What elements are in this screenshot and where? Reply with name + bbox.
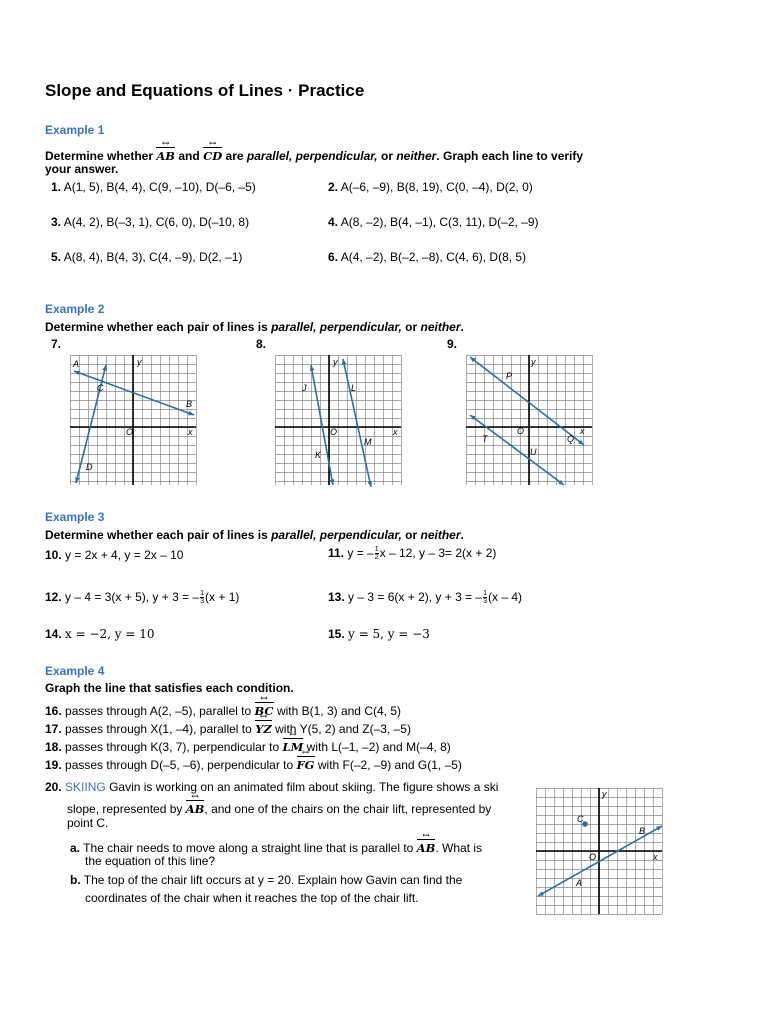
- segment-fg: FG ↔: [297, 754, 315, 772]
- label-x: x: [580, 426, 585, 436]
- label-o: O: [589, 852, 597, 862]
- problem-15: 15. y = 5, y = −3: [328, 627, 430, 641]
- problem-20-line3: point C.: [67, 816, 109, 830]
- label-p: P: [506, 371, 513, 381]
- arrowhead: [74, 371, 80, 375]
- graph-problem-8: [275, 355, 405, 490]
- problem-20a-line2: the equation of this line?: [85, 854, 216, 868]
- problem-20-line2: slope, represented by AB ↔, and one of the chairs on the chair lift, represented by: [67, 798, 491, 816]
- label-k: K: [315, 450, 322, 460]
- page-title: Slope and Equations of Lines · Practice: [45, 81, 365, 100]
- label-l: L: [351, 383, 357, 393]
- segment-yz: YZ ↔: [255, 718, 272, 736]
- instr-are: are: [225, 149, 244, 163]
- example-3-heading: Example 3: [45, 510, 105, 524]
- label-b: B: [186, 399, 193, 409]
- example-4-instructions: Graph the line that satisfies each condition.: [45, 681, 294, 695]
- problem-19: 19. passes through D(–5, –6), perpendicular to FG ↔ with F(–2, –9) and G(1, –5): [45, 754, 462, 772]
- fraction: $\frac{1}{3}$: [483, 590, 488, 606]
- label-u: U: [530, 447, 537, 457]
- example-3-instructions: Determine whether each pair of lines is parallel, perpendicular, or neither.: [45, 528, 464, 542]
- label-x: x: [393, 427, 398, 437]
- example-1-instructions-cont: your answer.: [45, 162, 119, 176]
- problem-10: 10. y = 2x + 4, y = 2x – 10: [45, 548, 184, 562]
- problem-1: 1. A(1, 5), B(4, 4), C(9, –10), D(–6, –5): [51, 180, 256, 194]
- label-q: Q: [567, 434, 575, 444]
- line-ab: [74, 371, 194, 415]
- label-m: M: [364, 437, 372, 447]
- problem-14: 14. x = −2, y = 10: [45, 627, 155, 641]
- example-2-instructions: Determine whether each pair of lines is parallel, perpendicular, or neither.: [45, 320, 464, 334]
- label-o: O: [126, 427, 134, 437]
- line-ab: [538, 826, 662, 896]
- label-y: y: [137, 357, 142, 367]
- example-4-heading: Example 4: [45, 664, 105, 678]
- graph-problem-20: [536, 788, 666, 918]
- problem-3: 3. A(4, 2), B(–3, 1), C(6, 0), D(–10, 8): [51, 215, 250, 229]
- instr-and: and: [178, 149, 200, 163]
- label-x: x: [653, 852, 658, 862]
- fraction: $\frac{1}{2}$: [374, 546, 379, 562]
- problem-20b-line2: coordinates of the chair when it reaches the top of the chair lift.: [85, 891, 419, 905]
- example-2-heading: Example 2: [45, 302, 105, 316]
- segment-ab: AB ↔: [417, 837, 436, 855]
- instr-verify: . Graph each line to verify: [436, 149, 584, 163]
- label-c: C: [577, 814, 584, 824]
- label-y: y: [333, 357, 338, 367]
- problem-6: 6. A(4, –2), B(–2, –8), C(4, 6), D(8, 5): [328, 250, 527, 264]
- problem-13: 13. y – 3 = 6(x + 2), y + 3 = – $\frac{1}{3}$ (x – 4): [328, 590, 523, 606]
- problem-20b: b. The top of the chair lift occurs at y = 20. Explain how Gavin can find the: [70, 873, 463, 887]
- problem-8-number: 8.: [256, 337, 267, 351]
- problem-2: 2. A(–6, –9), B(8, 19), C(0, –4), D(2, 0): [328, 180, 533, 194]
- problem-18: 18. passes through K(3, 7), perpendicular to LM ↔ with L(–1, –2) and M(–4, 8): [45, 736, 451, 754]
- label-j: J: [302, 383, 307, 393]
- problem-7-number: 7.: [51, 337, 62, 351]
- segment-bc: BC ↔: [255, 700, 274, 718]
- problem-11: 11. y = – $\frac{1}{2}$ x – 12, y – 3= 2(x + 2): [328, 546, 497, 562]
- problem-20a: a. The chair needs to move along a straight line that is parallel to AB ↔. What is: [70, 837, 482, 855]
- segment-lm: LM ↔: [283, 736, 304, 754]
- label-b: B: [639, 826, 646, 836]
- label-o: O: [330, 427, 338, 437]
- label-a: A: [73, 359, 80, 369]
- instr-or: or: [380, 149, 393, 163]
- arrowhead: [188, 411, 194, 415]
- problem-17: 17. passes through X(1, –4), parallel to YZ ↔ with Y(5, 2) and Z(–3, –5): [45, 718, 411, 736]
- label-x: x: [188, 427, 193, 437]
- segment-cd: CD ↔: [203, 145, 222, 163]
- fraction: $\frac{1}{3}$: [200, 590, 205, 606]
- skiing-label: SKIING: [65, 780, 106, 794]
- instr-text: Determine whether: [45, 149, 154, 163]
- instr-neither: neither: [396, 149, 437, 163]
- label-c: C: [97, 383, 104, 393]
- problem-5: 5. A(8, 4), B(4, 3), C(4, –9), D(2, –1): [51, 250, 243, 264]
- segment-ab: AB ↔: [186, 798, 205, 816]
- label-a: A: [576, 878, 583, 888]
- problem-16: 16. passes through A(2, –5), parallel to BC ↔ with B(1, 3) and C(4, 5): [45, 700, 401, 718]
- line-pq: [470, 357, 584, 445]
- label-y: y: [602, 789, 607, 799]
- instr-options: parallel, perpendicular,: [246, 149, 378, 163]
- problem-4: 4. A(8, –2), B(4, –1), C(3, 11), D(–2, –9): [328, 215, 539, 229]
- problem-9-number: 9.: [447, 337, 458, 351]
- label-y: y: [531, 357, 536, 367]
- problem-20: 20. SKIING Gavin is working on an animated film about skiing. The figure shows a ski: [45, 780, 499, 794]
- problem-12: 12. y – 4 = 3(x + 5), y + 3 = – $\frac{1}{3}$ (x + 1): [45, 590, 240, 606]
- segment-ab: AB ↔: [156, 145, 175, 163]
- example-1-instructions: [45, 145, 583, 163]
- example-1-heading: Example 1: [45, 123, 105, 137]
- label-t: T: [482, 434, 488, 444]
- graph-problem-9: [466, 355, 596, 490]
- label-o: O: [517, 426, 525, 436]
- label-d: D: [86, 462, 93, 472]
- graph-problem-7: [70, 355, 200, 490]
